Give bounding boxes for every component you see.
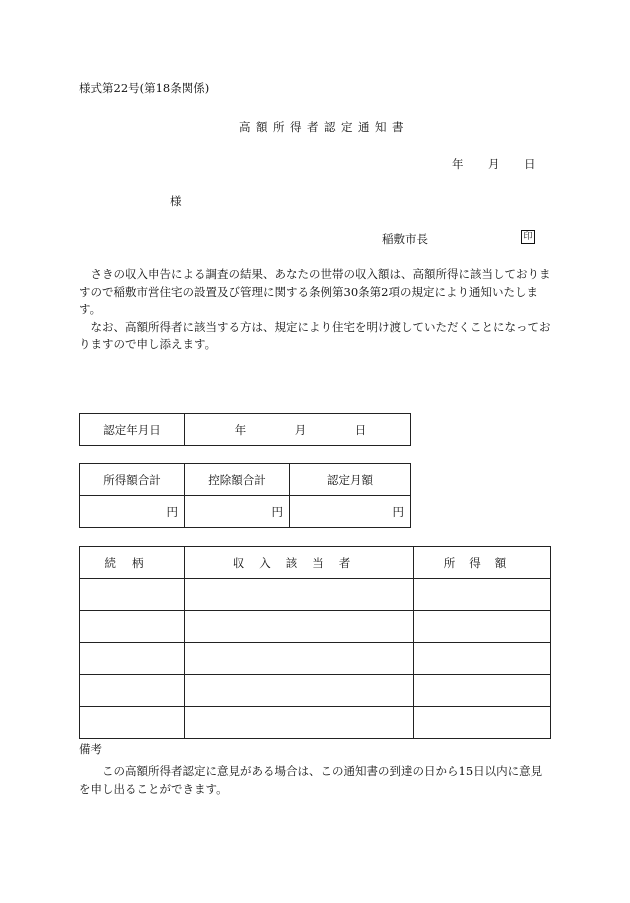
income-earners-table xyxy=(79,546,551,739)
table-row xyxy=(80,611,551,643)
income-header-relationship: 続柄 xyxy=(80,547,185,579)
certification-month: 月 xyxy=(294,422,307,437)
certification-date-value[interactable] xyxy=(185,414,411,446)
amount-deduction-cell[interactable] xyxy=(185,496,290,528)
earner-cell[interactable] xyxy=(185,675,414,707)
earner-cell[interactable] xyxy=(185,579,414,611)
earner-cell[interactable] xyxy=(185,643,414,675)
table-row xyxy=(80,707,551,739)
amount-income-cell[interactable] xyxy=(80,496,185,528)
issuer-name: 稲敷市長 xyxy=(382,232,428,246)
document-title: 高額所得者認定通知書 xyxy=(239,120,409,134)
table-row xyxy=(80,643,551,675)
relationship-cell[interactable] xyxy=(80,579,185,611)
amount-cell[interactable] xyxy=(414,643,551,675)
earner-cell[interactable] xyxy=(185,611,414,643)
notes-paragraph: この高額所得者認定に意見がある場合は、この通知書の到達の日から15日以内に意見を申し出ることができます。 xyxy=(79,764,543,796)
certification-day: 日 xyxy=(354,422,367,437)
certification-date-label: 認定年月日 xyxy=(80,414,185,446)
amount-cell[interactable] xyxy=(414,579,551,611)
amounts-header-deduction: 控除額合計 xyxy=(185,464,290,496)
amount-cell[interactable] xyxy=(414,675,551,707)
issue-date-year: 年 xyxy=(452,157,464,171)
notice-paragraph-1: さきの収入申告による調査の結果、あなたの世帯の収入額は、高額所得に該当しておりますので稲敷市営住宅の設置及び管理に関する条例第30条第2項の規定により通知いたします。 xyxy=(79,267,551,316)
amounts-table xyxy=(79,463,411,528)
notes-text xyxy=(79,762,553,798)
issue-date-month: 月 xyxy=(488,157,500,171)
relationship-cell[interactable] xyxy=(80,707,185,739)
amount-monthly-cell[interactable] xyxy=(290,496,411,528)
relationship-cell[interactable] xyxy=(80,675,185,707)
amount-cell[interactable] xyxy=(414,707,551,739)
seal-mark: 印 xyxy=(521,230,535,244)
income-header-earner: 収入該当者 xyxy=(185,547,414,579)
amounts-header-income: 所得額合計 xyxy=(80,464,185,496)
relationship-cell[interactable] xyxy=(80,643,185,675)
notes-label: 備考 xyxy=(79,742,102,756)
table-row xyxy=(80,579,551,611)
issue-date-day: 日 xyxy=(524,157,536,171)
certification-date-table xyxy=(79,413,411,446)
table-row xyxy=(80,675,551,707)
earner-cell[interactable] xyxy=(185,707,414,739)
addressee-honorific: 様 xyxy=(170,194,182,208)
amounts-header-monthly: 認定月額 xyxy=(290,464,411,496)
certification-year: 年 xyxy=(234,422,247,437)
issue-date xyxy=(452,156,536,172)
notice-paragraph-2: なお、高額所得者に該当する方は、規定により住宅を明け渡していただくことになっておりますので申し添えます。 xyxy=(79,319,551,351)
amount-income-unit: 円 xyxy=(166,504,178,519)
amount-deduction-unit: 円 xyxy=(271,504,283,519)
form-number: 様式第22号(第18条関係) xyxy=(79,81,210,95)
notice-body xyxy=(79,266,551,354)
amount-monthly-unit: 円 xyxy=(392,504,404,519)
relationship-cell[interactable] xyxy=(80,611,185,643)
amount-cell[interactable] xyxy=(414,611,551,643)
income-header-amount: 所得額 xyxy=(414,547,551,579)
